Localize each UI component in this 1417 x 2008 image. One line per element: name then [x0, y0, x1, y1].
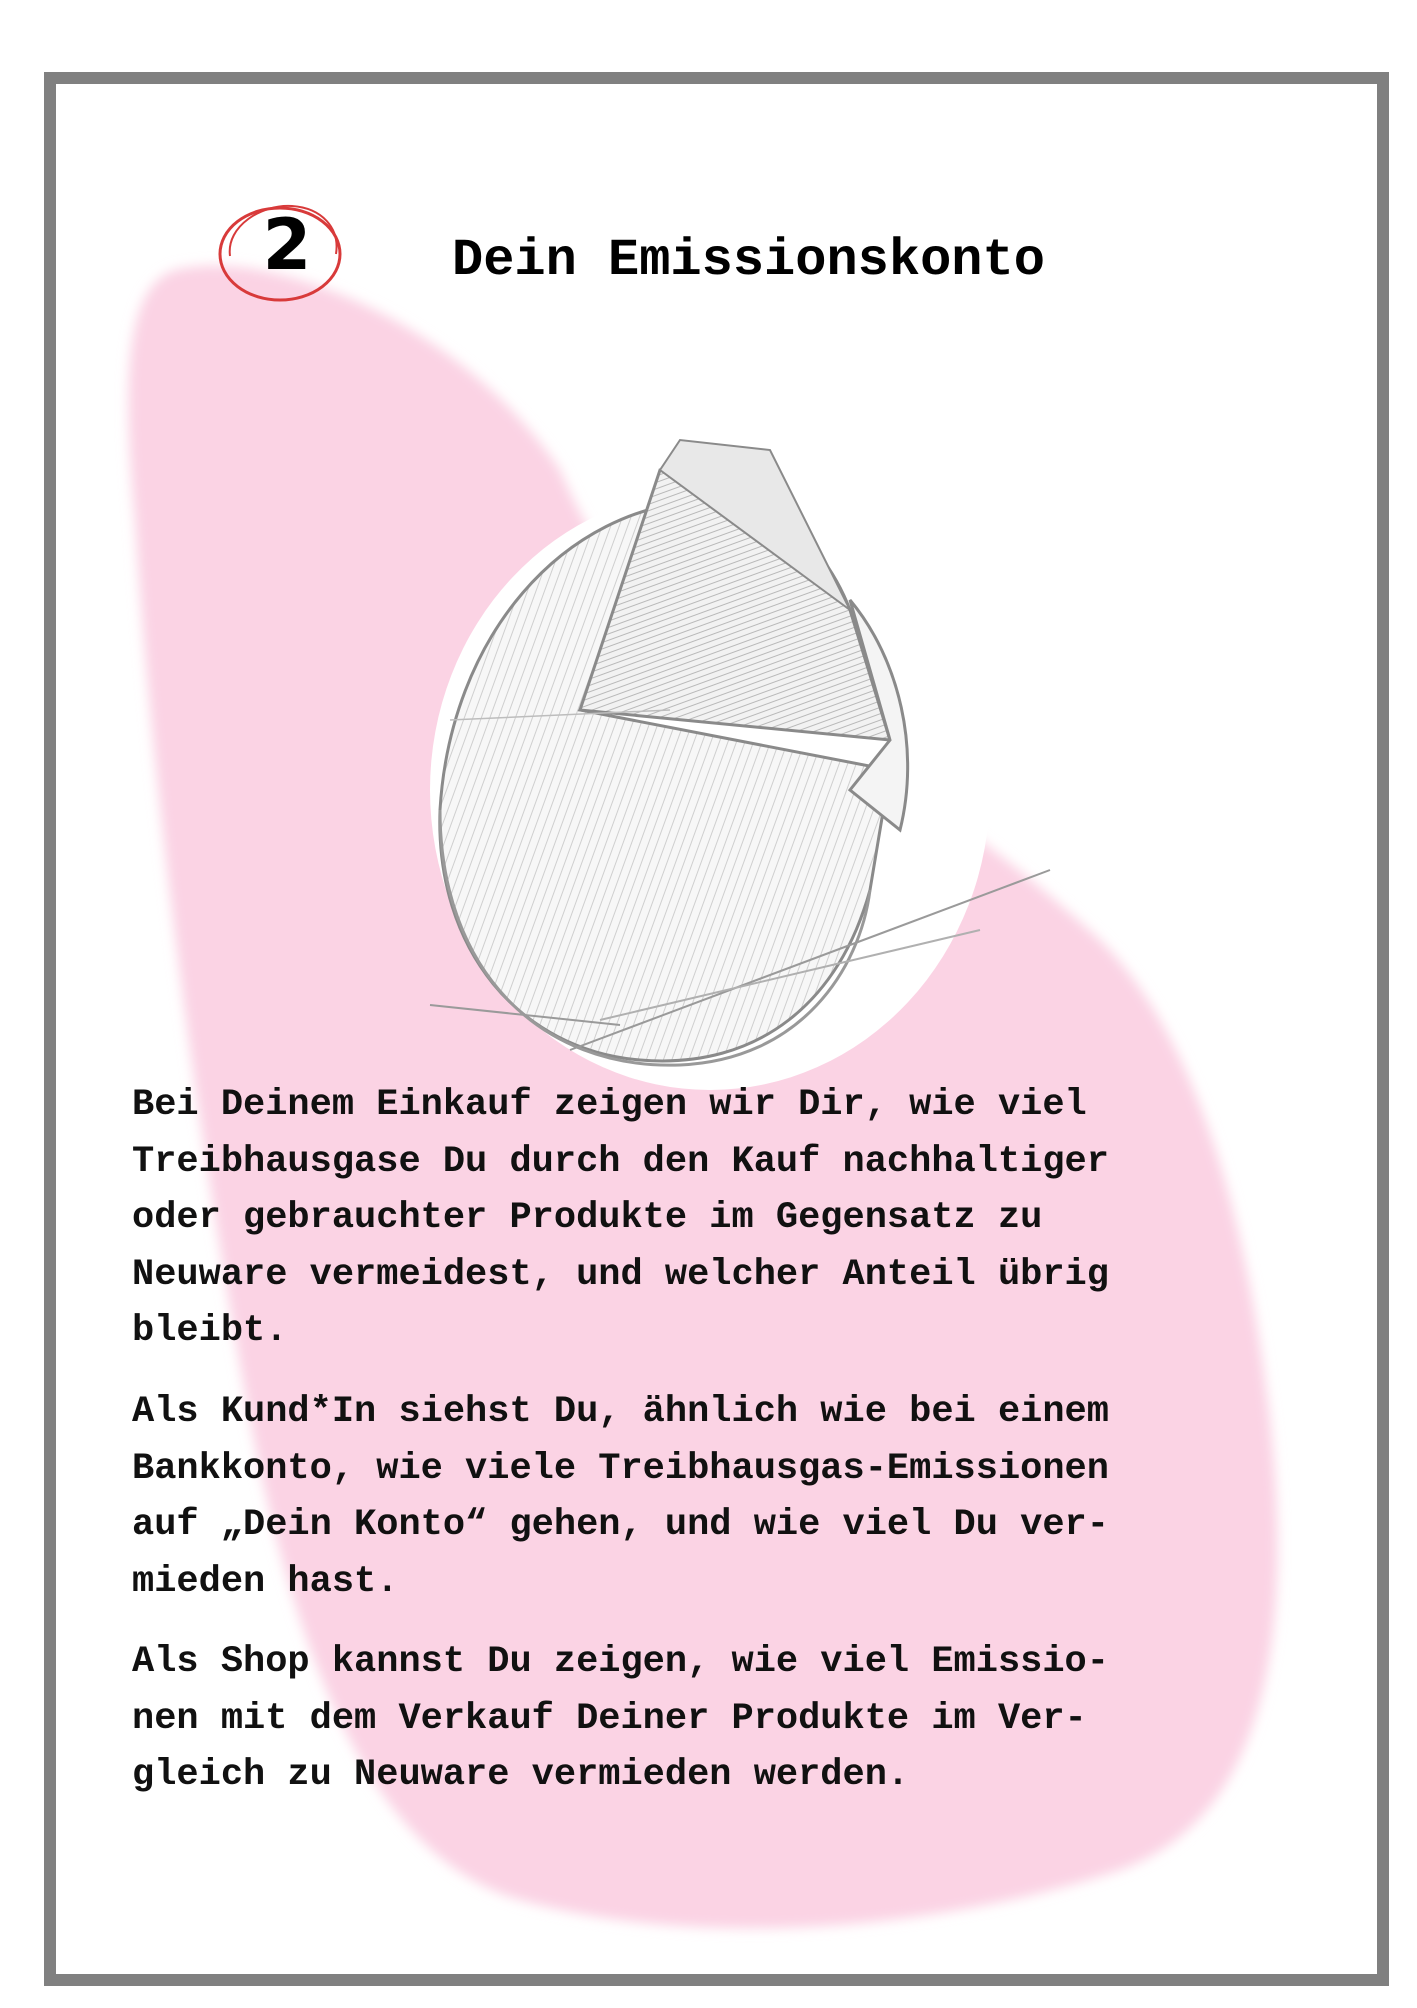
paragraph-shop: Als Shop kannst Du zeigen, wie viel Emissio- nen mit dem Verkauf Deiner Produkte im Ver- gleich zu Neuware vermieden werden.	[132, 1641, 1109, 1796]
card-title: Dein Emissionskonto	[452, 231, 1045, 290]
pie-chart-sketch-icon	[380, 410, 1080, 1090]
paragraph-intro: Bei Deinem Einkauf zeigen wir Dir, wie viel Treibhausgase Du durch den Kauf nachhaltiger oder gebrauchter Produkte im Gegensatz zu Neuware vermeidest, und welcher Anteil übrig bleibt.	[132, 1084, 1109, 1352]
paragraph-customer: Als Kund*In siehst Du, ähnlich wie bei einem Bankkonto, wie viele Treibhausgas-Emissionen auf „Dein Konto“ gehen, und wie viel Du ver- mieden hast.	[132, 1391, 1109, 1603]
card-number: 2	[262, 204, 312, 286]
